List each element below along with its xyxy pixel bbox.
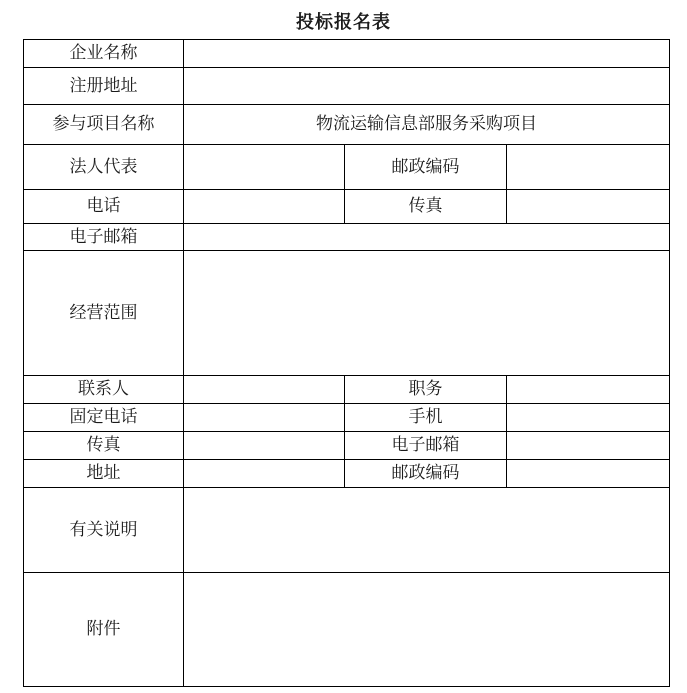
row-contact-person	[24, 376, 670, 404]
business-scope-field[interactable]	[184, 251, 670, 376]
fax-field[interactable]	[507, 190, 670, 224]
registered-address-field[interactable]	[184, 68, 670, 105]
landline-label: 固定电话	[24, 404, 184, 432]
fax-label: 传真	[345, 190, 507, 224]
row-business-scope	[24, 251, 670, 376]
registered-address-label: 注册地址	[24, 68, 184, 105]
mobile-label: 手机	[345, 404, 507, 432]
page-title: 投标报名表	[296, 12, 391, 33]
project-name-field[interactable]: 物流运输信息部服务采购项目	[184, 105, 670, 145]
row-registered-address	[24, 68, 670, 105]
row-phone-fax	[24, 190, 670, 224]
notes-label: 有关说明	[24, 488, 184, 573]
email-label: 电子邮箱	[24, 224, 184, 251]
row-contact-address-postcode	[24, 460, 670, 488]
email-field[interactable]	[184, 224, 670, 251]
company-name-field[interactable]	[184, 40, 670, 68]
contact-fax-label: 传真	[24, 432, 184, 460]
row-company-name	[24, 40, 670, 68]
postcode-label: 邮政编码	[345, 145, 507, 190]
row-notes	[24, 488, 670, 573]
business-scope-label: 经营范围	[24, 251, 184, 376]
phone-label: 电话	[24, 190, 184, 224]
row-email	[24, 224, 670, 251]
project-name-label: 参与项目名称	[24, 105, 184, 145]
row-project-name	[24, 105, 670, 145]
mobile-field[interactable]	[507, 404, 670, 432]
contact-email-label: 电子邮箱	[345, 432, 507, 460]
position-field[interactable]	[507, 376, 670, 404]
contact-email-field[interactable]	[507, 432, 670, 460]
postcode-field[interactable]	[507, 145, 670, 190]
registration-form-table	[23, 39, 670, 687]
row-landline-mobile	[24, 404, 670, 432]
contact-address-label: 地址	[24, 460, 184, 488]
attachments-label: 附件	[24, 573, 184, 687]
legal-rep-field[interactable]	[184, 145, 345, 190]
notes-field[interactable]	[184, 488, 670, 573]
phone-field[interactable]	[184, 190, 345, 224]
row-legal-rep	[24, 145, 670, 190]
contact-address-field[interactable]	[184, 460, 345, 488]
attachments-field[interactable]	[184, 573, 670, 687]
contact-person-field[interactable]	[184, 376, 345, 404]
row-attachments	[24, 573, 670, 687]
contact-postcode-field[interactable]	[507, 460, 670, 488]
contact-fax-field[interactable]	[184, 432, 345, 460]
contact-person-label: 联系人	[24, 376, 184, 404]
company-name-label: 企业名称	[24, 40, 184, 68]
landline-field[interactable]	[184, 404, 345, 432]
legal-rep-label: 法人代表	[24, 145, 184, 190]
position-label: 职务	[345, 376, 507, 404]
row-contact-fax-email	[24, 432, 670, 460]
contact-postcode-label: 邮政编码	[345, 460, 507, 488]
